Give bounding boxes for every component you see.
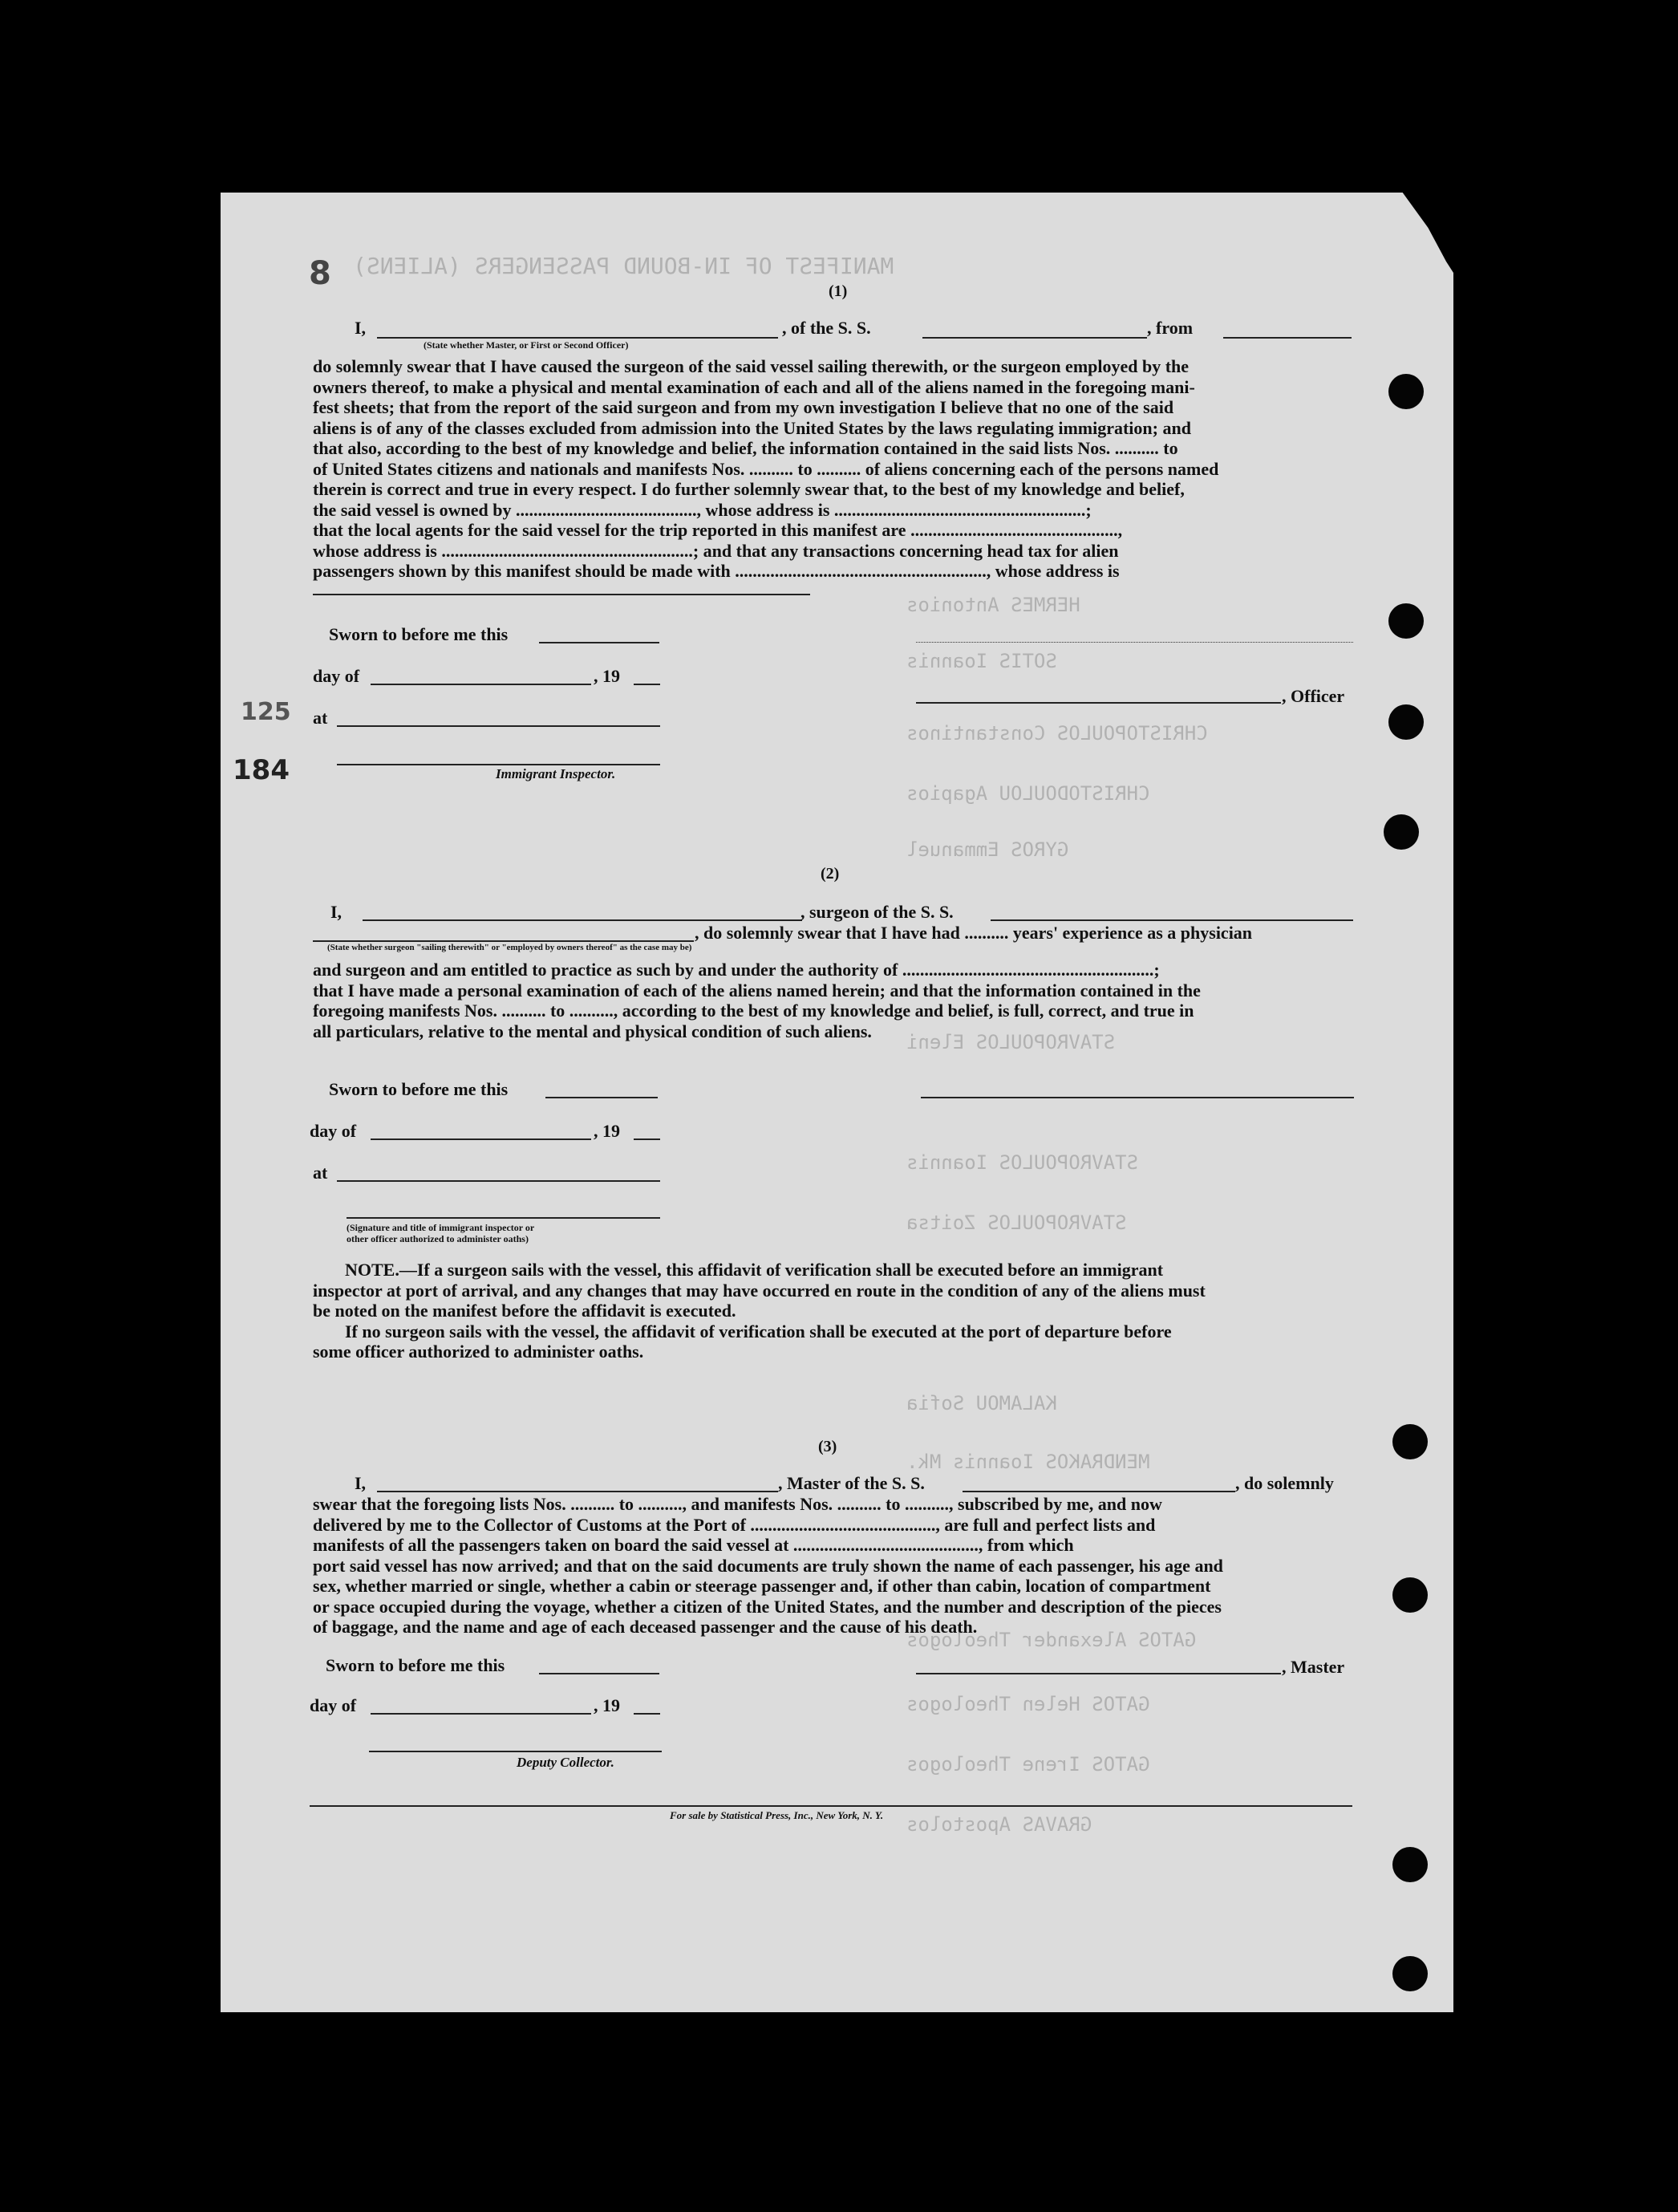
oath1-sworn-field	[539, 642, 659, 643]
margin-stamp: 125	[241, 698, 291, 726]
oath3-name-field	[377, 1491, 778, 1492]
oath2-line2: , do solemnly swear that I have had .......... years' experience as a physician	[695, 923, 1253, 943]
oath3-solemnly-label: , do solemnly	[1235, 1473, 1334, 1493]
oath2-line: and surgeon and am entitled to practice as such by and under the authority of .........................................................;	[313, 960, 1160, 980]
oath1-address-field	[313, 594, 810, 595]
oath3-intro-i: I,	[355, 1473, 367, 1493]
oath3-sworn-field	[539, 1673, 659, 1674]
margin-stamp: 184	[233, 754, 290, 786]
punch-hole	[1384, 814, 1419, 850]
oath3-line: swear that the foregoing lists Nos. .......... to .........., and manifests Nos. .......... to .........., subscribed by me, and now	[313, 1494, 1162, 1514]
oath1-right-sign-line	[916, 642, 1353, 643]
oath1-at-field	[337, 725, 660, 727]
section-1-label: (1)	[829, 282, 848, 300]
oath3-collector-sign-line	[369, 1751, 662, 1752]
oath3-body	[313, 1494, 1356, 1638]
oath1-ship-label: , of the S. S.	[782, 318, 871, 338]
oath1-ship-field	[922, 337, 1147, 339]
oath3-line: port said vessel has now arrived; and that on the said documents are truly shown the name of each passenger, his age and	[313, 1555, 1223, 1576]
oath2-signature-caption: other officer authorized to administer oaths)	[347, 1233, 529, 1244]
oath2-dayof-label: day of	[310, 1121, 357, 1141]
note-line: some officer authorized to administer oaths.	[313, 1341, 644, 1362]
oath2-year-label: , 19	[594, 1121, 620, 1141]
oath1-line: aliens is of any of the classes excluded from admission into the United States by the laws regulating immigration; and	[313, 417, 1191, 438]
oath3-dayof-label: day of	[310, 1695, 357, 1715]
oath2-intro-i: I,	[330, 902, 342, 922]
oath2-line: all particulars, relative to the mental and physical condition of such aliens.	[313, 1021, 872, 1041]
publisher-footer: For sale by Statistical Press, Inc., New York, N. Y.	[670, 1809, 884, 1821]
oath1-line: owners thereof, to make a physical and mental examination of each and all of the aliens named in the foregoing mani-	[313, 376, 1195, 397]
oath2-ship-label: , surgeon of the S. S.	[800, 902, 954, 922]
oath2-surgeon-sign-line	[921, 1097, 1354, 1098]
oath2-at-field	[337, 1180, 660, 1182]
bleed-through-row: STAVROPOULOS Eleni	[906, 1031, 1116, 1053]
oath2-inspector-sign-line	[347, 1217, 660, 1219]
oath2-name-field	[363, 919, 802, 921]
oath1-line: that the local agents for the said vessel for the trip reported in this manifest are ...............................................,	[313, 520, 1123, 540]
oath1-from-label: , from	[1147, 318, 1194, 338]
bleed-through-row: GRAVAS Apostolos	[906, 1813, 1092, 1836]
note-line: inspector at port of arrival, and any changes that may have occurred en route in the condition of any of the aliens must	[313, 1280, 1206, 1301]
oath3-line: or space occupied during the voyage, whether a citizen of the United States, and the number and description of the pieces	[313, 1596, 1222, 1617]
oath3-sworn-label: Sworn to before me this	[326, 1655, 505, 1675]
oath1-day-field	[371, 684, 591, 685]
oath1-year-label: , 19	[594, 666, 620, 686]
footer-rule	[310, 1805, 1352, 1807]
bleed-through-row: GATOS Irene Theologos	[906, 1753, 1150, 1776]
note-line: NOTE.—If a surgeon sails with the vessel, this affidavit of verification shall be executed before an immigrant	[345, 1260, 1164, 1280]
note-line: be noted on the manifest before the affidavit is executed.	[313, 1301, 736, 1321]
oath1-line: of United States citizens and nationals and manifests Nos. .......... to .......... of aliens concerning each of the persons named	[313, 458, 1219, 479]
oath2-year-field	[634, 1138, 660, 1140]
oath3-ship-label: , Master of the S. S.	[778, 1473, 925, 1493]
oath3-ship-field	[963, 1491, 1235, 1492]
punch-hole	[1392, 1956, 1428, 1991]
oath2-sworn-label: Sworn to before me this	[329, 1079, 509, 1099]
bleed-through-row: SOTIS Ioannis	[906, 650, 1057, 672]
punch-hole	[1388, 603, 1424, 639]
oath1-line: do solemnly swear that I have caused the surgeon of the said vessel sailing therewith, or the surgeon employed by the	[313, 356, 1190, 376]
oath3-line: of baggage, and the name and age of each deceased passenger and the cause of his death.	[313, 1617, 978, 1637]
bleed-through-header: MANIFEST OF IN-BOUND PASSENGERS (ALIENS)	[353, 253, 894, 279]
oath1-line: that also, according to the best of my knowledge and belief, the information contained in the said lists Nos. .......... to	[313, 438, 1178, 458]
bleed-through-row: KALAMOU Sofia	[906, 1392, 1057, 1414]
oath1-intro-i: I,	[355, 318, 367, 338]
oath1-year-field	[634, 684, 660, 685]
oath3-deputy-caption: Deputy Collector.	[517, 1755, 614, 1770]
oath3-day-field	[371, 1713, 591, 1715]
punch-hole	[1388, 374, 1424, 409]
oath3-year-label: , 19	[594, 1695, 620, 1715]
bleed-through-row: STAVROPOULOS Zoitsa	[906, 1212, 1127, 1234]
oath1-caption: (State whether Master, or First or Second Officer)	[424, 339, 629, 351]
oath2-line: that I have made a personal examination of each of the aliens named herein; and that the information contained in the	[313, 980, 1201, 1000]
bleed-through-row: STAVROPOULOS Ioannis	[906, 1151, 1138, 1174]
oath2-line: foregoing manifests Nos. .......... to .........., according to the best of my knowledge and belief, is full, correct, and true in	[313, 1000, 1194, 1021]
section-2-label: (2)	[821, 865, 840, 883]
oath1-dayof-label: day of	[313, 666, 360, 686]
oath1-line: whose address is .........................................................; and that any transactions concerning head tax for alien	[313, 540, 1119, 561]
bleed-through-row: CHRISTODOULOU Agapios	[906, 782, 1150, 805]
punch-hole	[1388, 704, 1424, 740]
section-3-label: (3)	[818, 1438, 837, 1455]
punch-hole	[1392, 1847, 1428, 1882]
oath3-year-field	[634, 1713, 660, 1715]
oath1-name-field	[377, 337, 778, 339]
page-number-stamp: 8	[309, 255, 331, 292]
bleed-through-row: MENDRAKOS Ioannis Mk.	[906, 1451, 1150, 1473]
oath2-at-label: at	[313, 1163, 328, 1183]
oath2-ship-field	[991, 919, 1353, 921]
oath3-master-sign-line	[916, 1673, 1281, 1674]
oath2-status-field	[313, 940, 694, 942]
bleed-through-row: HERMES Antonios	[906, 594, 1080, 616]
oath2-caption: (State whether surgeon "sailing therewith" or "employed by owners thereof" as the case may be)	[327, 943, 692, 952]
oath1-line: therein is correct and true in every respect. I do further solemnly swear that, to the best of my knowledge and belief,	[313, 479, 1185, 499]
oath3-master-label: , Master	[1282, 1657, 1345, 1677]
oath1-inspector-caption: Immigrant Inspector.	[496, 766, 616, 781]
oath1-line: the said vessel is owned by ........................................., whose address is .........................................................;	[313, 499, 1092, 520]
oath2-sworn-field	[545, 1097, 658, 1098]
oath1-line: fest sheets; that from the report of the said surgeon and from my own investigation I believe that no one of the said	[313, 397, 1174, 417]
oath1-body	[313, 356, 1356, 582]
note-line: If no surgeon sails with the vessel, the affidavit of verification shall be executed at the port of departure before	[345, 1321, 1172, 1341]
bleed-through-row: CHRISTOPOULOS Constantinos	[906, 722, 1208, 745]
oath2-signature-caption: (Signature and title of immigrant inspector or	[347, 1222, 535, 1233]
bleed-through-row: GATOS Helen Theologos	[906, 1693, 1150, 1715]
oath3-line: manifests of all the passengers taken on board the said vessel at .........................................., from which	[313, 1535, 1074, 1555]
punch-hole	[1392, 1577, 1428, 1613]
oath3-line: delivered by me to the Collector of Customs at the Port of .........................................., are full and perfect lists and	[313, 1514, 1156, 1535]
oath1-officer-label: , Officer	[1282, 686, 1345, 706]
oath1-inspector-sign-line	[337, 764, 660, 765]
oath1-at-label: at	[313, 708, 328, 728]
oath1-sworn-label: Sworn to before me this	[329, 624, 509, 644]
oath3-line: sex, whether married or single, whether a cabin or steerage passenger and, if other than cabin, location of compartment	[313, 1576, 1211, 1596]
oath2-body	[313, 960, 1356, 1041]
oath1-officer-sign-line	[916, 702, 1281, 704]
oath1-from-field	[1223, 337, 1352, 339]
punch-hole	[1392, 1424, 1428, 1459]
bleed-through-row: GYROS Emmanuel	[906, 838, 1069, 861]
oath2-day-field	[371, 1138, 591, 1140]
bleed-through-row: GATOS Alexander Theologos	[906, 1629, 1197, 1651]
note-body	[313, 1260, 1356, 1362]
oath1-line: passengers shown by this manifest should be made with ........................................................., whose address is	[313, 561, 1120, 581]
